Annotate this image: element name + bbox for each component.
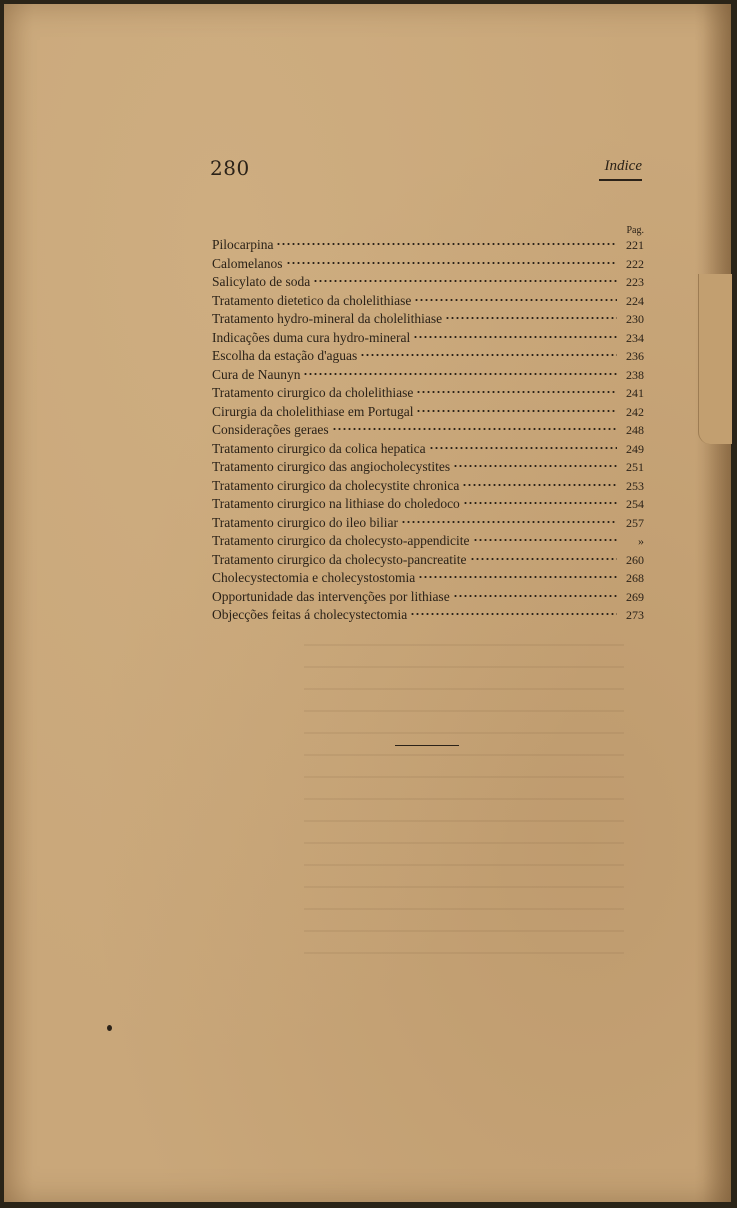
dot-leader — [453, 464, 617, 468]
dot-leader — [429, 446, 617, 450]
toc-entry-page: 269 — [626, 589, 644, 604]
toc-entry — [212, 274, 644, 293]
toc-entry-page: 241 — [626, 386, 644, 400]
dot-leader — [414, 298, 617, 302]
toc-entry — [212, 348, 644, 367]
dot-leader — [445, 316, 617, 320]
dot-leader — [416, 390, 617, 394]
toc-entry-title: Cirurgia da cholelithiase em Portugal — [212, 403, 414, 419]
dot-leader — [470, 557, 617, 561]
toc-entry-page: 254 — [626, 497, 644, 511]
toc-entry-title: Objecções feitas á cholecystectomia — [212, 607, 408, 622]
bleed-through-text — [304, 644, 624, 974]
toc-entry — [212, 441, 644, 460]
toc-entry-page: 238 — [626, 367, 644, 382]
toc-entry — [212, 311, 644, 330]
toc-entry-page: 222 — [626, 256, 644, 271]
toc-entry-title: Opportunidade das intervenções por lithiase — [212, 588, 450, 604]
toc-entry-title: Tratamento cirurgico da cholelithiase — [212, 385, 414, 400]
toc-entry-page: 224 — [626, 293, 644, 308]
dot-leader — [473, 538, 617, 542]
toc-entry-title: Tratamento cirurgico das angiocholecystites — [212, 459, 451, 474]
ink-speck — [107, 1025, 112, 1031]
toc-entry-title: Cura de Naunyn — [212, 366, 301, 382]
toc-entry-page: » — [638, 534, 644, 548]
toc-entry — [212, 404, 644, 423]
table-of-contents — [212, 237, 644, 626]
toc-entry-page: 251 — [626, 460, 644, 474]
toc-entry-page: 253 — [626, 478, 644, 493]
toc-entry — [212, 533, 644, 552]
toc-entry — [212, 478, 644, 497]
toc-entry-title: Tratamento cirurgico do ileo biliar — [212, 514, 398, 530]
title-underline — [599, 179, 642, 181]
running-title: Indice — [604, 158, 642, 174]
toc-entry-page: 249 — [626, 441, 644, 456]
toc-entry-page: 273 — [626, 608, 644, 622]
toc-entry-title: Indicações duma cura hydro-mineral — [212, 329, 411, 345]
toc-entry-title: Salicylato de soda — [212, 274, 311, 289]
dot-leader — [401, 520, 617, 524]
dot-leader — [332, 427, 617, 431]
page-edge-shadow — [703, 4, 731, 1202]
dot-leader — [286, 261, 618, 265]
toc-entry — [212, 515, 644, 534]
toc-entry-title: Pilocarpina — [212, 237, 274, 252]
toc-entry-title: Tratamento cirurgico na lithiase do choledoco — [212, 496, 460, 511]
dot-leader — [410, 612, 617, 616]
toc-entry — [212, 459, 644, 478]
toc-entry-title: Tratamento cirurgico da cholecystite chronica — [212, 477, 460, 493]
toc-entry-title: Cholecystectomia e cholecystostomia — [212, 570, 416, 585]
dot-leader — [276, 242, 617, 246]
toc-entry-page: 230 — [626, 312, 644, 326]
toc-entry-title: Escolha da estação d'aguas — [212, 348, 358, 363]
toc-entry-page: 234 — [626, 330, 644, 345]
toc-entry — [212, 330, 644, 349]
page-number: 280 — [210, 156, 250, 180]
dot-leader — [418, 575, 617, 579]
toc-entry-title: Tratamento cirurgico da cholecysto-appendicite — [212, 533, 470, 548]
toc-entry-title: Tratamento cirurgico da cholecysto-pancreatite — [212, 551, 467, 567]
toc-entry-title: Tratamento dietetico da cholelithiase — [212, 292, 412, 308]
toc-entry — [212, 570, 644, 589]
toc-entry-page: 260 — [626, 552, 644, 567]
toc-entry — [212, 607, 644, 626]
page-column-header: Pag. — [626, 225, 644, 236]
dot-leader — [413, 335, 617, 339]
end-rule — [395, 745, 459, 746]
dot-leader — [416, 409, 617, 413]
toc-entry — [212, 293, 644, 312]
dot-leader — [303, 372, 617, 376]
toc-entry-page: 268 — [626, 571, 644, 585]
toc-entry — [212, 589, 644, 608]
toc-entry — [212, 256, 644, 275]
toc-entry-title: Calomelanos — [212, 255, 283, 271]
toc-entry-page: 236 — [626, 349, 644, 363]
dot-leader — [462, 483, 617, 487]
toc-entry — [212, 552, 644, 571]
toc-entry-title: Tratamento hydro-mineral da cholelithiase — [212, 311, 443, 326]
toc-entry — [212, 496, 644, 515]
dot-leader — [360, 353, 617, 357]
dot-leader — [463, 501, 617, 505]
toc-entry — [212, 422, 644, 441]
toc-entry — [212, 237, 644, 256]
toc-entry — [212, 385, 644, 404]
torn-paper-flap — [698, 274, 732, 444]
dot-leader — [453, 594, 617, 598]
dot-leader — [313, 279, 617, 283]
toc-entry-page: 221 — [626, 238, 644, 252]
toc-entry — [212, 367, 644, 386]
toc-entry-page: 248 — [626, 423, 644, 437]
toc-entry-title: Tratamento cirurgico da colica hepatica — [212, 440, 426, 456]
toc-entry-title: Considerações geraes — [212, 422, 329, 437]
toc-entry-page: 223 — [626, 275, 644, 289]
toc-entry-page: 257 — [626, 515, 644, 530]
toc-entry-page: 242 — [626, 404, 644, 419]
book-page — [4, 4, 731, 1202]
